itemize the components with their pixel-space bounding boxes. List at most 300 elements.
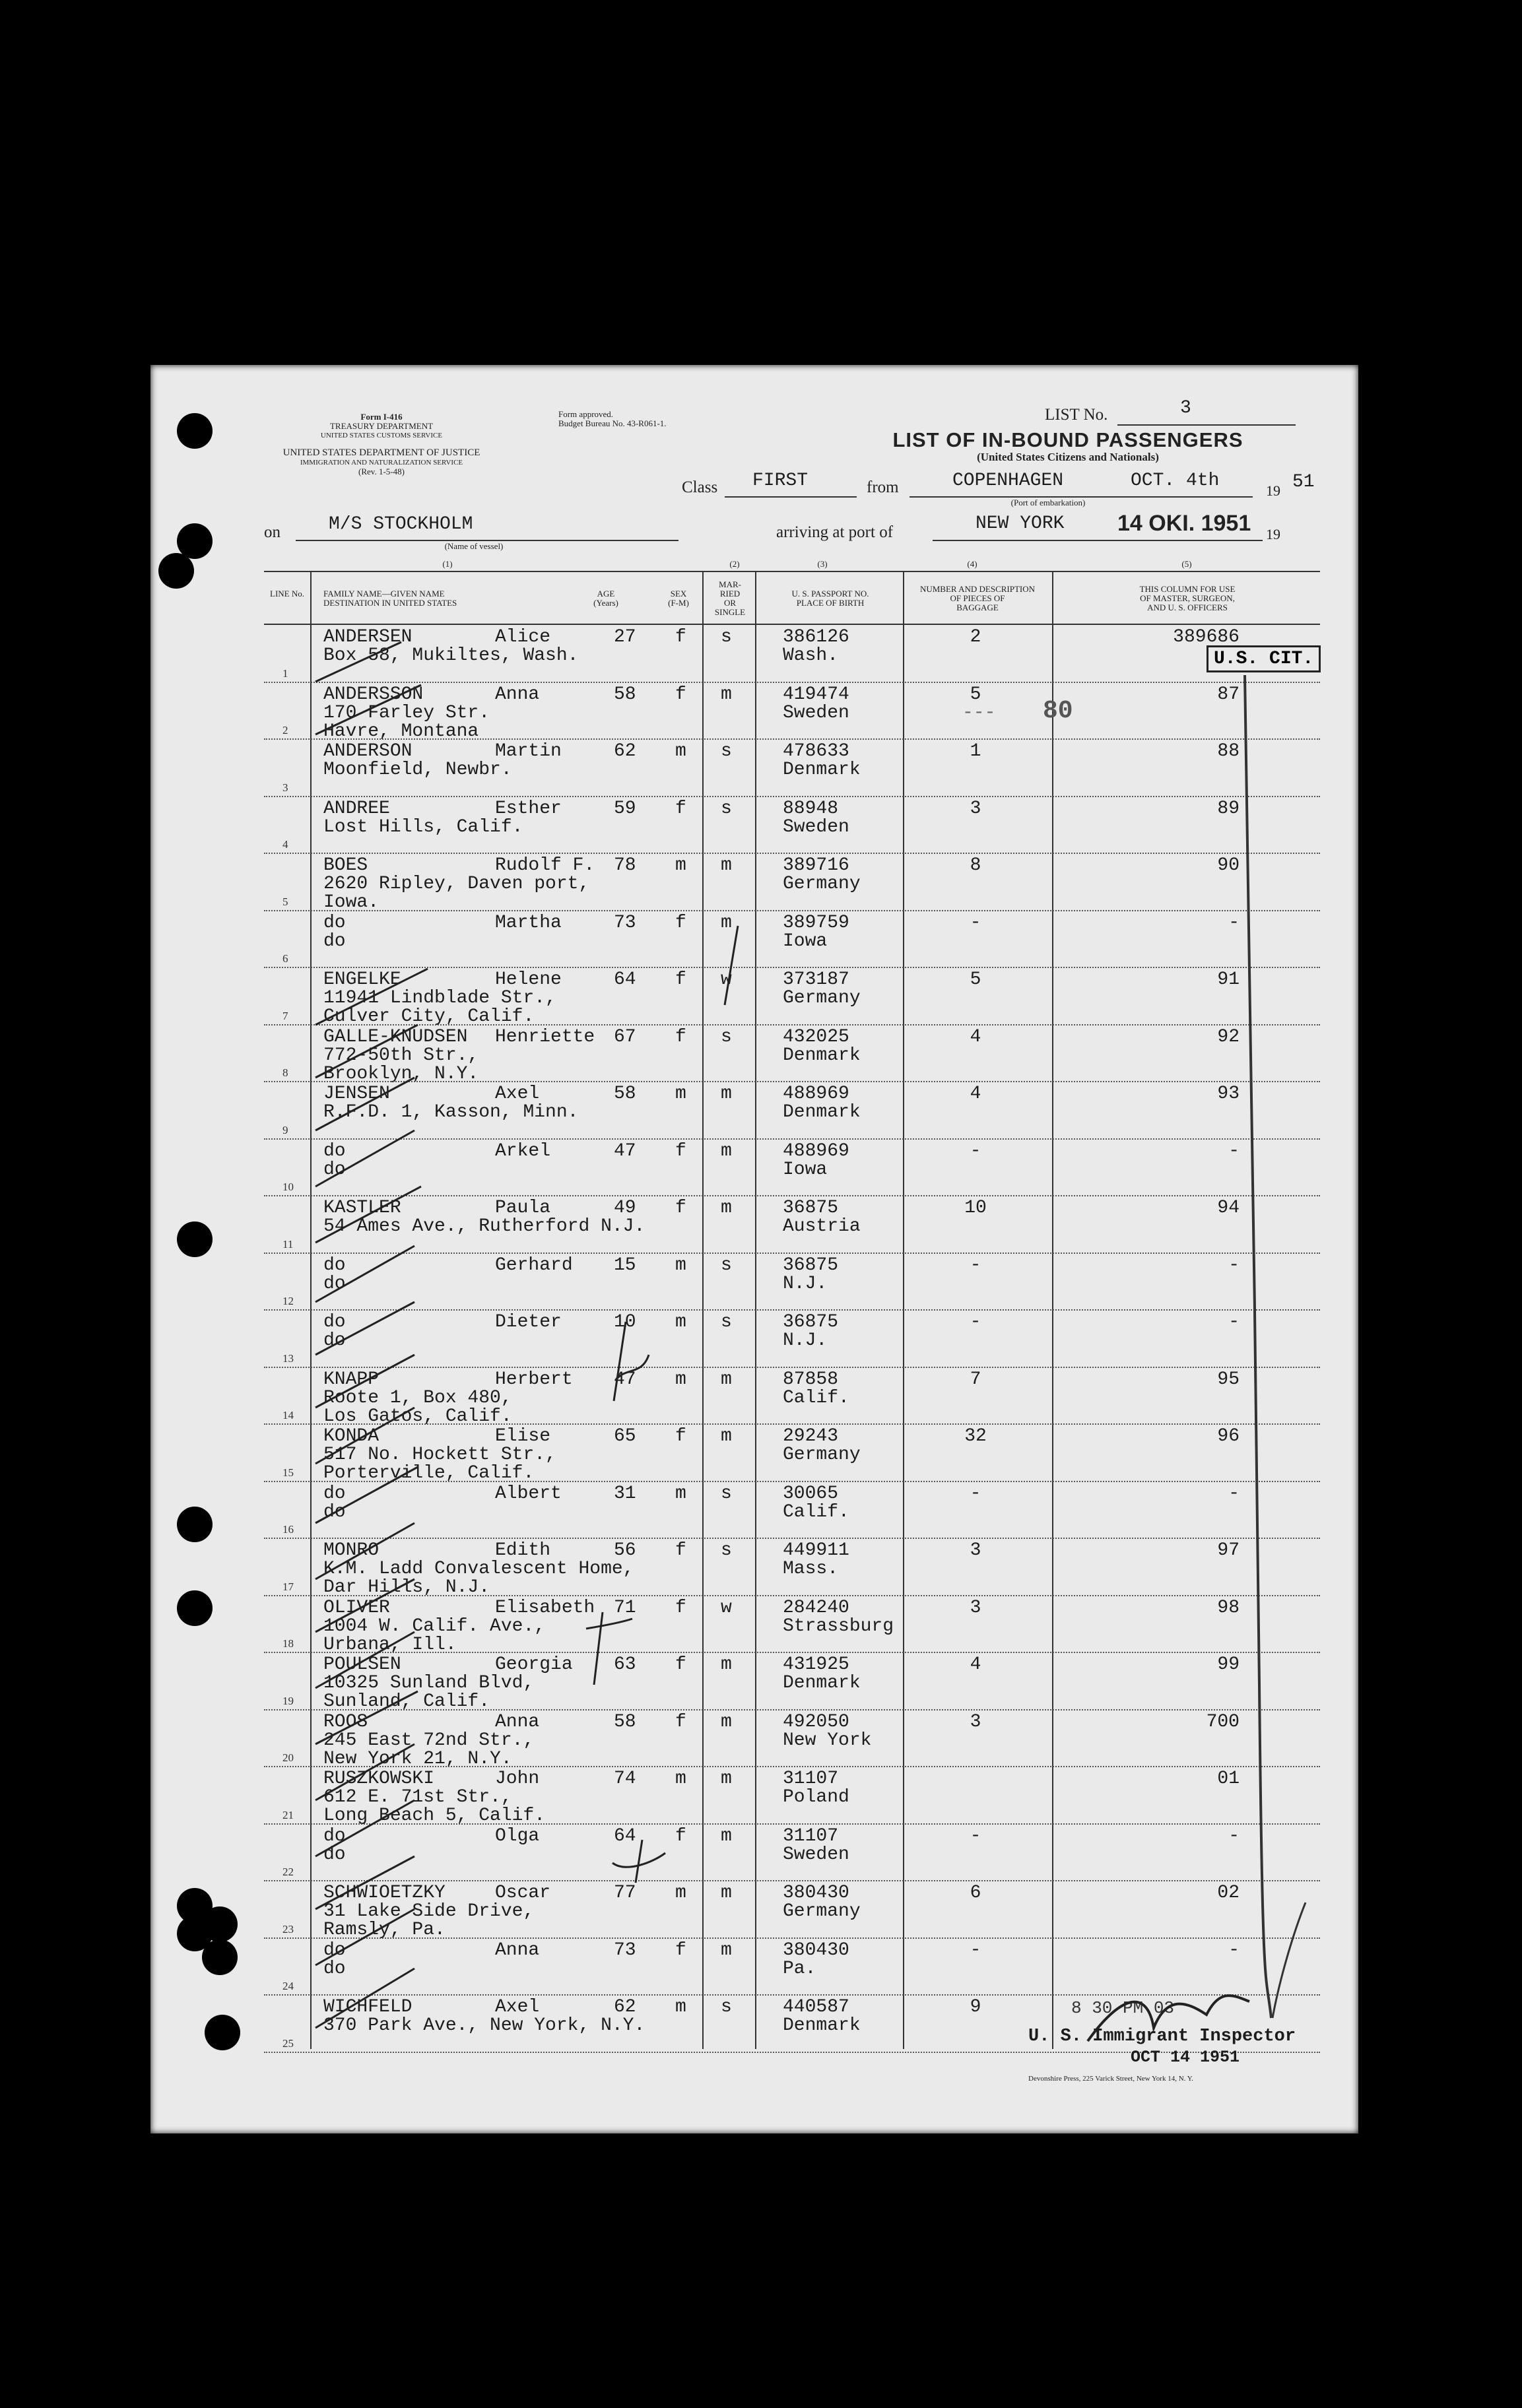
destination-line: do (323, 930, 346, 952)
col-num-1: (1) (442, 559, 453, 569)
officer-note: 89 (1217, 798, 1240, 819)
given-name: Olga (495, 1825, 540, 1846)
marital-status: m (721, 1140, 732, 1161)
destination-line: do (323, 1330, 346, 1351)
given-name: Paula (495, 1198, 551, 1218)
baggage-count: - (970, 1939, 981, 1961)
age-value: 73 (614, 1939, 636, 1961)
line-number: 4 (282, 838, 288, 851)
given-name: Albert (495, 1483, 562, 1504)
family-name: MONRO (323, 1540, 380, 1561)
place-of-birth: Calif. (783, 1387, 849, 1408)
baggage-count: 4 (970, 1654, 981, 1675)
marital-status: m (721, 1198, 732, 1218)
baggage-count: 9 (970, 1997, 981, 2017)
place-of-birth: Germany (783, 988, 861, 1008)
family-name: do (323, 1140, 346, 1161)
baggage-count: 7 (970, 1369, 981, 1390)
given-name: John (495, 1769, 540, 1789)
officer-note: 99 (1217, 1654, 1240, 1675)
sex-value: m (675, 1084, 686, 1104)
destination-line: do (323, 1273, 346, 1294)
family-name: ANDREE (323, 798, 390, 819)
passport-number: 488969 (783, 1140, 849, 1161)
officer-note: - (1228, 912, 1240, 933)
given-name: Henriette (495, 1026, 595, 1047)
marital-status: m (721, 1825, 732, 1846)
sex-value: f (675, 1654, 686, 1675)
place-of-birth: Germany (783, 1445, 861, 1465)
destination-line: Dar Hills, N.J. (323, 1577, 490, 1598)
header-passport: U. S. PASSPORT NO. PLACE OF BIRTH (791, 589, 869, 608)
age-value: 58 (614, 684, 636, 705)
age-value: 49 (614, 1198, 636, 1218)
destination-line: 772-50th Str., (323, 1045, 479, 1066)
marital-status: m (721, 1369, 732, 1390)
passport-number: 389716 (783, 855, 849, 876)
col-num-5: (5) (1181, 559, 1192, 569)
officer-note: - (1228, 1140, 1240, 1161)
header-line-no: LINE No. (270, 589, 304, 599)
arrival-port: NEW YORK (976, 513, 1065, 534)
place-of-birth: Pa. (783, 1958, 816, 1979)
header-officers: THIS COLUMN FOR USE OF MASTER, SURGEON, AND U. S. OFFICERS (1139, 584, 1236, 612)
baggage-count: 3 (970, 1540, 981, 1561)
destination-line: Long Beach 5, Calif. (323, 1806, 546, 1826)
destination-line: Porterville, Calif. (323, 1463, 535, 1483)
line-number: 19 (282, 1694, 294, 1707)
line-number: 5 (282, 895, 288, 908)
officer-note: 98 (1217, 1597, 1240, 1618)
given-name: Helene (495, 969, 562, 990)
page-title: LIST OF IN-BOUND PASSENGERS (892, 428, 1243, 451)
marital-status: m (721, 1711, 732, 1732)
given-name: Axel (495, 1084, 540, 1104)
marital-status: m (721, 1939, 732, 1961)
family-name: KNAPP (323, 1369, 380, 1390)
given-name: Axel (495, 1997, 540, 2017)
sex-value: f (675, 1540, 686, 1561)
age-value: 47 (614, 1140, 636, 1161)
place-of-birth: Strassburg (783, 1615, 894, 1637)
line-number: 8 (282, 1066, 288, 1079)
sex-value: f (675, 627, 686, 647)
marital-status: s (721, 1540, 732, 1561)
place-of-birth: Calif. (783, 1501, 849, 1522)
passport-number: 492050 (783, 1711, 849, 1732)
sex-value: f (675, 912, 686, 933)
sex-value: f (675, 969, 686, 990)
baggage-count: 4 (970, 1026, 981, 1047)
age-value: 62 (614, 1997, 636, 2017)
place-of-birth: Denmark (783, 1102, 861, 1123)
line-number: 11 (282, 1237, 294, 1251)
destination-line: do (323, 1958, 346, 1979)
place-of-birth: Iowa (783, 1159, 828, 1180)
passport-number: 284240 (783, 1597, 849, 1618)
vessel-caption: (Name of vessel) (444, 541, 504, 551)
checkmarks (150, 365, 1358, 2133)
place-of-birth: N.J. (783, 1273, 828, 1294)
list-no-value: 3 (1180, 398, 1191, 418)
officer-note: 96 (1217, 1426, 1240, 1447)
given-name: Georgia (495, 1654, 573, 1675)
baggage-count: - (970, 1312, 981, 1332)
destination-line: Sunland, Calif. (323, 1691, 490, 1712)
line-number: 23 (282, 1922, 294, 1936)
marital-status: w (721, 1597, 732, 1618)
passport-number: 389759 (783, 912, 849, 933)
given-name: Anna (495, 684, 540, 705)
age-value: 65 (614, 1426, 636, 1447)
sex-value: f (675, 1140, 686, 1161)
sex-value: f (675, 1711, 686, 1732)
passport-number: 31107 (783, 1769, 839, 1789)
destination-line: 370 Park Ave., New York, N.Y. (323, 2015, 645, 2036)
destination-line: Culver City, Calif. (323, 1006, 535, 1027)
place-of-birth: Austria (783, 1216, 861, 1237)
sex-value: f (675, 684, 686, 705)
place-of-birth: Germany (783, 1901, 861, 1922)
passport-number: 386126 (783, 627, 849, 647)
line-number: 10 (282, 1181, 294, 1193)
marital-status: s (721, 627, 732, 647)
baggage-count: 5 (970, 684, 981, 705)
line-number: 24 (282, 1980, 294, 1992)
baggage-count: - (970, 1825, 981, 1846)
officer-note: 700 (1206, 1711, 1240, 1732)
passport-number: 431925 (783, 1654, 849, 1675)
passport-number: 87858 (783, 1369, 839, 1390)
header-baggage: NUMBER AND DESCRIPTION OF PIECES OF BAGGAGE (919, 584, 1036, 612)
line-number: 20 (282, 1751, 294, 1764)
baggage-count: 2 (970, 627, 981, 647)
passport-number: 36875 (783, 1198, 839, 1218)
passport-number: 488969 (783, 1084, 849, 1104)
family-name: JENSEN (323, 1084, 390, 1104)
ins-service: IMMIGRATION AND NATURALIZATION SERVICE (300, 459, 463, 467)
officer-note: 90 (1217, 855, 1240, 876)
line-number: 16 (282, 1523, 294, 1536)
header-age: AGE (Years) (593, 589, 618, 608)
treasury-dept: TREASURY DEPARTMENT (329, 421, 434, 431)
age-value: 27 (614, 627, 636, 647)
form-approved: Form approved. (558, 409, 614, 419)
manifest-sheet (150, 365, 1358, 2133)
age-value: 58 (614, 1084, 636, 1104)
bottom-time-note: 8 30 PM 03 (1071, 1998, 1175, 2018)
destination-line: 517 No. Hockett Str., (323, 1445, 556, 1465)
family-name: OLIVER (323, 1597, 390, 1618)
officer-note: 93 (1217, 1084, 1240, 1104)
header-married: MAR- RIED OR SINGLE (714, 579, 746, 617)
place-of-birth: Germany (783, 874, 861, 894)
port-embark-caption: (Port of embarkation) (1010, 498, 1086, 507)
sex-value: f (675, 1198, 686, 1218)
on-label: on (264, 523, 281, 541)
destination-line: 2620 Ripley, Daven port, (323, 874, 590, 894)
us-cit-stamp: U.S. CIT. (1207, 645, 1321, 672)
sex-value: m (675, 741, 686, 762)
destination-line: 31 Lake Side Drive, (323, 1901, 535, 1922)
header-name: FAMILY NAME—GIVEN NAME DESTINATION IN UNITED STATES (323, 589, 457, 608)
family-name: ANDERSON (323, 741, 413, 762)
marital-status: s (721, 1254, 732, 1276)
age-value: 71 (614, 1597, 636, 1618)
destination-line: 245 East 72nd Str., (323, 1730, 535, 1751)
age-value: 77 (614, 1883, 636, 1903)
given-name: Edith (495, 1540, 551, 1561)
family-name: do (323, 1312, 346, 1332)
line-number: 22 (282, 1866, 294, 1878)
destination-line: R.F.D. 1, Kasson, Minn. (323, 1102, 579, 1123)
destination-line: Roote 1, Box 480, (323, 1387, 512, 1408)
marital-status: m (721, 855, 732, 876)
given-name: Anna (495, 1939, 540, 1961)
age-value: 47 (614, 1369, 636, 1390)
marital-status: s (721, 1312, 732, 1332)
inspector-label: U. S. Immigrant Inspector (1028, 2027, 1296, 2046)
marital-status: s (721, 798, 732, 819)
family-name: POULSEN (323, 1654, 401, 1675)
customs-service: UNITED STATES CUSTOMS SERVICE (320, 432, 443, 439)
given-name: Elisabeth (495, 1597, 595, 1618)
line-number: 7 (282, 1009, 288, 1022)
family-name: do (323, 1254, 346, 1276)
line-number: 12 (282, 1295, 294, 1307)
baggage-count: - (970, 1140, 981, 1161)
officer-note: 95 (1217, 1369, 1240, 1390)
list-no-label: LIST No. (1045, 406, 1108, 424)
officer-note: 94 (1217, 1198, 1240, 1218)
age-value: 31 (614, 1483, 636, 1504)
marital-status: s (721, 1997, 732, 2017)
family-name: GALLE-KNUDSEN (323, 1026, 468, 1047)
passport-number: 419474 (783, 684, 849, 705)
destination-line: Lost Hills, Calif. (323, 816, 523, 837)
age-value: 74 (614, 1769, 636, 1789)
baggage-count: 32 (964, 1426, 987, 1447)
baggage-count: - (970, 1483, 981, 1504)
place-of-birth: Wash. (783, 645, 839, 666)
family-name: WICHFELD (323, 1997, 413, 2017)
marital-status: s (721, 1026, 732, 1047)
from-label: from (867, 478, 899, 496)
class-label: Class (682, 478, 718, 496)
marital-status: m (721, 1769, 732, 1789)
sex-value: f (675, 1597, 686, 1618)
age-value: 56 (614, 1540, 636, 1561)
officer-note: - (1228, 1254, 1240, 1276)
destination-line: 612 E. 71st Str., (323, 1787, 512, 1807)
baggage-count: 8 (970, 855, 981, 876)
destination-line: Urbana, Ill. (323, 1634, 457, 1655)
officer-note: 389686 (1173, 627, 1240, 647)
passport-number: 36875 (783, 1312, 839, 1332)
sex-value: f (675, 798, 686, 819)
destination-line: Ramsly, Pa. (323, 1920, 446, 1940)
marital-status: m (721, 1883, 732, 1903)
inspector-date: OCT 14 1951 (1131, 2048, 1240, 2067)
line-number: 25 (282, 2036, 294, 2050)
destination-line: Iowa. (323, 892, 380, 913)
line-number: 2 (282, 724, 288, 736)
baggage-count: - (970, 912, 981, 933)
family-name: RUSZKOWSKI (323, 1769, 435, 1789)
baggage-count: 10 (964, 1198, 987, 1218)
place-of-birth: Denmark (783, 760, 861, 780)
place-of-birth: Poland (783, 1787, 849, 1807)
sex-value: m (675, 1997, 686, 2017)
col-num-4: (4) (967, 559, 977, 569)
baggage-count: 3 (970, 1597, 981, 1618)
sex-value: f (675, 1026, 686, 1047)
given-name: Gerhard (495, 1254, 573, 1276)
age-value: 10 (614, 1312, 636, 1332)
page-subtitle: (United States Citizens and Nationals) (977, 451, 1159, 463)
passport-number: 29243 (783, 1426, 839, 1447)
pencil-mark-80: 80 (1043, 697, 1073, 725)
family-name: do (323, 1483, 346, 1504)
arrival-year-prefix: 19 (1266, 526, 1280, 542)
destination-line: 1004 W. Calif. Ave., (323, 1615, 546, 1637)
year-suffix: 51 (1292, 472, 1315, 492)
line-number: 21 (282, 1808, 294, 1821)
officer-note: 92 (1217, 1026, 1240, 1047)
officer-note: 88 (1217, 741, 1240, 762)
given-name: Elise (495, 1426, 551, 1447)
baggage-count: 4 (970, 1084, 981, 1104)
destination-line: K.M. Ladd Convalescent Home, (323, 1559, 634, 1579)
passport-number: 88948 (783, 798, 839, 819)
officer-note: 02 (1217, 1883, 1240, 1903)
sex-value: m (675, 855, 686, 876)
sex-value: m (675, 1312, 686, 1332)
family-name: BOES (323, 855, 368, 876)
age-value: 67 (614, 1026, 636, 1047)
justice-dept: UNITED STATES DEPARTMENT OF JUSTICE (282, 447, 480, 458)
baggage-count: 5 (970, 969, 981, 990)
officer-note: 97 (1217, 1540, 1240, 1561)
given-name: Esther (495, 798, 562, 819)
departure-date: OCT. 4th (1131, 471, 1220, 491)
destination-line: Box 58, Mukiltes, Wash. (323, 645, 579, 666)
place-of-birth: Sweden (783, 816, 849, 837)
family-name: ANDERSEN (323, 627, 413, 647)
destination-line: do (323, 1159, 346, 1180)
line-number: 9 (282, 1123, 288, 1136)
line-number: 6 (282, 952, 288, 965)
given-name: Alice (495, 627, 551, 647)
sex-value: f (675, 1825, 686, 1846)
passport-number: 36875 (783, 1254, 839, 1276)
form-revision: (Rev. 1-5-48) (358, 467, 405, 476)
marital-status: m (721, 1654, 732, 1675)
baggage-count: 6 (970, 1883, 981, 1903)
passport-number: 478633 (783, 741, 849, 762)
baggage-count: 1 (970, 741, 981, 762)
destination-line: Los Gatos, Calif. (323, 1406, 512, 1427)
family-name: KASTLER (323, 1198, 401, 1218)
place-of-birth: Sweden (783, 1844, 849, 1865)
col-num-3: (3) (817, 559, 828, 569)
year-prefix: 19 (1266, 482, 1280, 499)
place-of-birth: Denmark (783, 1673, 861, 1693)
family-name: SCHWIOETZKY (323, 1883, 446, 1903)
officer-note: - (1228, 1939, 1240, 1961)
sex-value: m (675, 1483, 686, 1504)
marital-status: w (721, 969, 732, 990)
officer-note: - (1228, 1312, 1240, 1332)
marital-status: s (721, 741, 732, 762)
place-of-birth: Mass. (783, 1559, 839, 1579)
line-number: 14 (282, 1409, 294, 1421)
given-name: Martha (495, 912, 562, 933)
marital-status: s (721, 1483, 732, 1504)
given-name: Anna (495, 1711, 540, 1732)
destination-line: 10325 Sunland Blvd, (323, 1673, 535, 1693)
marital-status: m (721, 912, 732, 933)
line-number: 1 (282, 667, 288, 680)
class-value: FIRST (752, 471, 809, 491)
place-of-birth: Sweden (783, 702, 849, 723)
passport-number: 373187 (783, 969, 849, 990)
line-number: 15 (282, 1466, 294, 1479)
marital-status: m (721, 1084, 732, 1104)
age-value: 59 (614, 798, 636, 819)
line-number: 3 (282, 781, 288, 794)
marital-status: m (721, 684, 732, 705)
family-name: ROOS (323, 1711, 368, 1732)
place-of-birth: Iowa (783, 930, 828, 952)
place-of-birth: Denmark (783, 2015, 861, 2036)
destination-line: Moonfield, Newbr. (323, 760, 512, 780)
age-value: 58 (614, 1711, 636, 1732)
from-value: COPENHAGEN (952, 471, 1064, 491)
header-sex: SEX (F-M) (668, 589, 689, 608)
passport-number: 380430 (783, 1939, 849, 1961)
officer-note: 01 (1217, 1769, 1240, 1789)
baggage-count: - (970, 1254, 981, 1276)
printer-credit: Devonshire Press, 225 Varick Street, New York 14, N. Y. (1028, 2075, 1194, 2083)
family-name: do (323, 912, 346, 933)
baggage-count: 3 (970, 1711, 981, 1732)
passport-number: 31107 (783, 1825, 839, 1846)
officer-note: - (1228, 1483, 1240, 1504)
marital-status: m (721, 1426, 732, 1447)
age-value: 63 (614, 1654, 636, 1675)
given-name: Dieter (495, 1312, 562, 1332)
budget-bureau: Budget Bureau No. 43-R061-1. (558, 418, 667, 428)
given-name: Rudolf F. (495, 855, 595, 876)
destination-line: 11941 Lindblade Str., (323, 988, 556, 1008)
pencil-dash: --- (962, 703, 996, 723)
sex-value: f (675, 1939, 686, 1961)
age-value: 62 (614, 741, 636, 762)
family-name: ANDERSSON (323, 684, 424, 705)
destination-line: Brooklyn, N.Y. (323, 1063, 479, 1084)
destination-line: 54 Ames Ave., Rutherford N.J. (323, 1216, 645, 1237)
officer-note: 87 (1217, 684, 1240, 705)
place-of-birth: New York (783, 1730, 872, 1751)
given-name: Martin (495, 741, 562, 762)
family-name: do (323, 1825, 346, 1846)
officer-note: - (1228, 1825, 1240, 1846)
place-of-birth: Denmark (783, 1045, 861, 1066)
sex-value: m (675, 1883, 686, 1903)
line-number: 13 (282, 1351, 294, 1365)
passport-number: 380430 (783, 1883, 849, 1903)
